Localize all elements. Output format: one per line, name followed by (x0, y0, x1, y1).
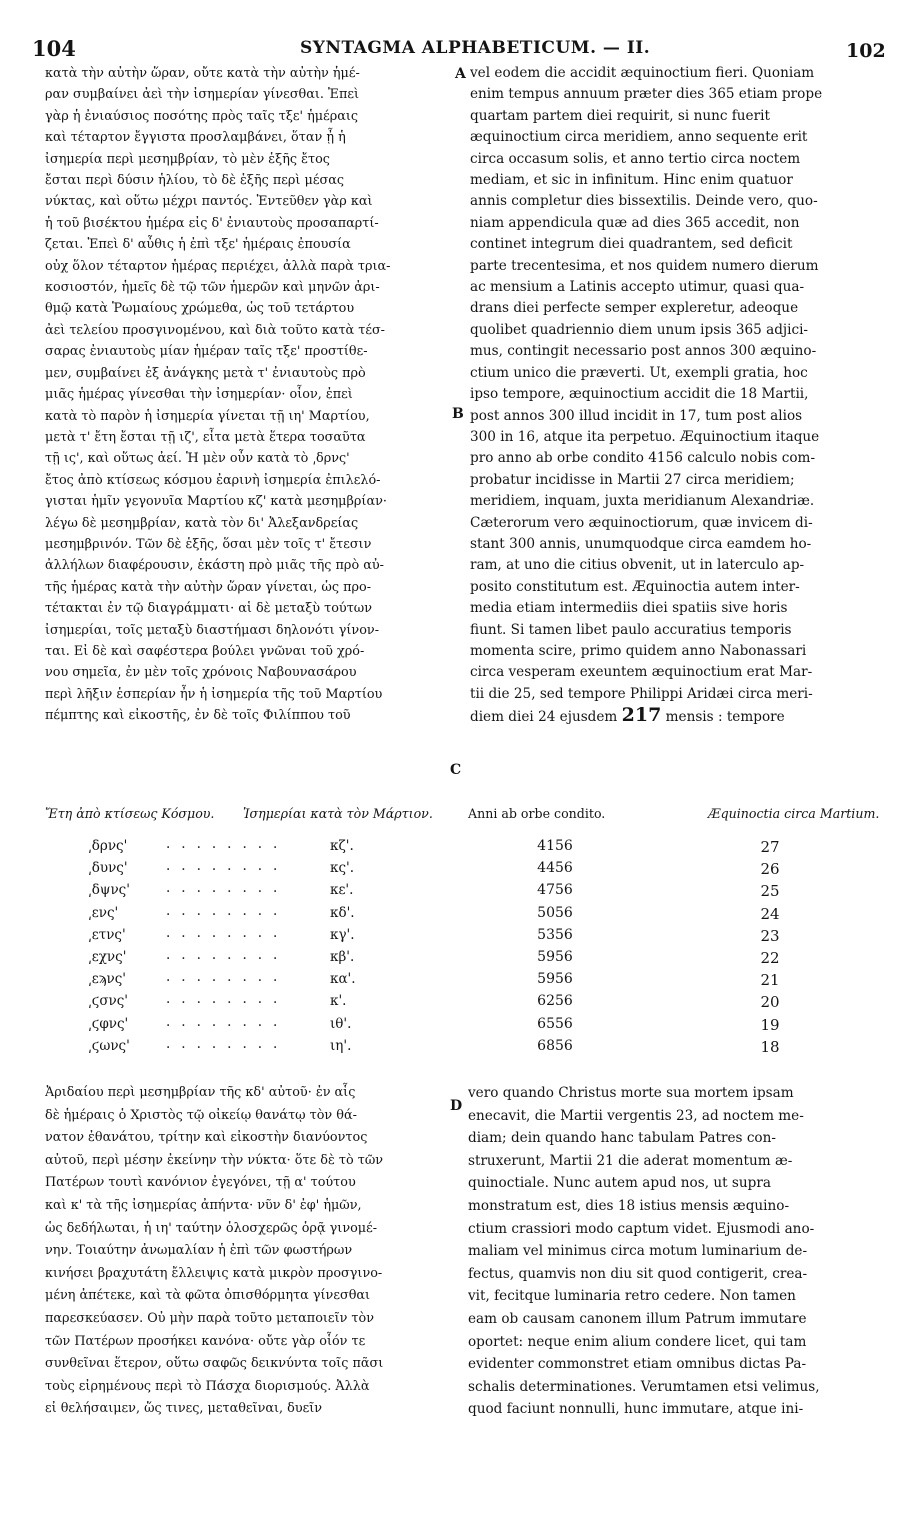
latin-text-line: drans diei perfecte semper expleretur, adeoque (470, 300, 799, 317)
latin-text-line: vit, fecitque luminaria retro cedere. Non tamen (468, 1288, 796, 1305)
greek-text-line: πέμπτης καὶ εἰκοστῆς, ἐν δὲ τοῖς Φιλίππου τοῦ (45, 708, 351, 724)
greek-year: ͵δψνς' (88, 882, 130, 899)
greek-text-line: τέτακται ἐν τῷ διαγράμματι· αἱ δὲ μεταξὺ τούτων (45, 601, 373, 617)
table-head-greek-years: Ἔτη ἀπὸ κτίσεως Κόσμου. (45, 806, 215, 821)
greek-text-line: Πατέρων τουτὶ κανόνιον ἐγεγόνει, τῇ α' τούτου (45, 1175, 356, 1191)
latin-text-line: oportet: neque enim alium condere licet, qui tam (468, 1333, 807, 1350)
latin-text-line: 300 in 16, atque ita perpetuo. Æquinoctium itaque (470, 428, 820, 445)
greek-day: ιη'. (330, 1037, 352, 1054)
latin-year: 5956 (537, 949, 573, 965)
greek-text-line: τοὺς εἰρημένους περὶ τὸ Πάσχα διορισμούς. Ἀλλὰ (45, 1378, 370, 1394)
leader-dots: ........ (166, 1013, 289, 1030)
latin-text-line: ram, at uno die citius obvenit, ut in laterculo ap- (470, 557, 805, 574)
greek-text-line: νου σημεῖα, ἐν μὲν τοῖς χρόνοις Ναβουνασάρου (45, 665, 357, 681)
latin-text-line: meridiem, inquam, juxta meridianum Alexandriæ. (470, 493, 815, 510)
greek-day: κζ'. (330, 838, 354, 854)
marker-c: C (450, 762, 462, 778)
greek-text-line: κοσιοστόν, ἡμεῖς δὲ τῷ τῶν ἡμερῶν καὶ μηνῶν ἀρι- (45, 280, 380, 296)
greek-text-line: μιᾶς ἡμέρας γίνεσθαι τὴν ἰσημερίαν· οἷον, ἐπεὶ (45, 387, 353, 403)
latin-text-line: fiunt. Si tamen libet paulo accuratius temporis (470, 621, 792, 638)
greek-text-line: λέγω δὲ μεσημβρίαν, κατὰ τὸν δι' Ἀλεξανδρείας (45, 515, 359, 531)
greek-year: ͵ενς' (88, 904, 119, 921)
greek-day: κ'. (330, 993, 347, 1010)
page-number-left: 104 (32, 36, 76, 61)
leader-dots: ........ (166, 836, 289, 852)
greek-text-line: καὶ τέταρτον ἔγγιστα προσλαμβάνει, ὅταν ᾖ ἡ (45, 130, 346, 146)
greek-text-line: μετὰ τ' ἔτη ἔσται τῇ ιζ', εἶτα μετὰ ἕτερα τοσαῦτα (45, 429, 366, 445)
latin-text-line: diem diei 24 ejusdem 217 mensis : tempore (470, 705, 785, 727)
table-head-greek-equinox: Ἰσημερίαι κατὰ τὸν Μάρτιον. (243, 806, 433, 821)
latin-day: 20 (760, 993, 780, 1012)
latin-text-line: stant 300 annis, unumquodque circa eamdem ho- (470, 535, 812, 552)
greek-column-top (45, 63, 453, 727)
greek-text-line: καὶ κ' τὰ τῆς ἰσημερίας ἀπήντα· νῦν δ' ἐφ' ἡμῶν, (45, 1197, 362, 1213)
greek-year: ͵δρνς' (88, 838, 128, 854)
latin-year: 4756 (537, 882, 573, 899)
greek-text-line: ἔσται περὶ δύσιν ἡλίου, τὸ δὲ ἑξῆς περὶ μέσας (45, 173, 345, 189)
latin-day: 19 (760, 1015, 780, 1034)
latin-year: 5356 (537, 926, 573, 943)
latin-text-line: Cæterorum vero æquinoctiorum, quæ invicem di- (470, 514, 813, 531)
greek-text-line: τῶν Πατέρων προσήκει κανόνα· οὔτε γὰρ οἷόν τε (45, 1333, 366, 1349)
greek-text-line: παρεσκεύασεν. Οὐ μὴν παρὰ τοῦτο μεταποιεῖν τὸν (45, 1310, 374, 1326)
latin-day: 24 (760, 904, 780, 923)
greek-year: ͵ϛσνς' (88, 993, 129, 1010)
latin-text-line: schalis determinationes. Verumtamen etsi velimus, (468, 1378, 820, 1395)
latin-text-line: enim tempus annuum præter dies 365 etiam prope (470, 86, 823, 103)
latin-text-line: enecavit, die Martii vergentis 23, ad noctem me- (468, 1107, 804, 1124)
latin-text-line: annis completur dies bissextilis. Deinde vero, quo- (470, 193, 818, 210)
latin-year: 4456 (537, 860, 573, 877)
inline-page-number: 217 (621, 705, 662, 727)
latin-text-line: niam appendicula quæ ad dies 365 accedit, non (470, 214, 800, 231)
latin-text-line: ctium unico die præverti. Ut, exempli gratia, hoc (470, 364, 808, 381)
greek-year: ͵δυνς' (88, 860, 128, 877)
latin-text-line: monstratum est, dies 18 istius mensis æquino- (468, 1197, 790, 1214)
latin-text-line: æquinoctium circa meridiem, anno sequente erit (470, 129, 808, 146)
latin-text-line: maliam vel minimus circa motum luminarium de- (468, 1243, 808, 1260)
latin-text-line: ctium crassiori modo captum videt. Ejusmodi ano- (468, 1220, 815, 1237)
greek-text-line: τῆς ἡμέρας κατὰ τὴν αὐτὴν ὥραν γίνεται, ὡς προ- (45, 579, 372, 595)
greek-text-line: κατὰ τὴν αὐτὴν ὥραν, οὔτε κατὰ τὴν αὐτὴν ἡμέ- (45, 66, 360, 81)
greek-day: κε'. (330, 882, 354, 899)
latin-text-line: parte trecentesima, et nos quidem numero dierum (470, 257, 819, 274)
greek-text-line: ὡς δεδήλωται, ἡ ιη' ταύτην ὁλοσχερῶς ὁρᾷ γινομέ- (45, 1220, 378, 1236)
leader-dots: ........ (166, 991, 289, 1008)
leader-dots: ........ (166, 880, 289, 897)
greek-text-line: ἔτος ἀπὸ κτίσεως κόσμου ἐαρινὴ ἰσημερία ἐπιλελό- (45, 472, 381, 488)
table-head-latin-equinox: Æquinoctia circa Martium. (708, 806, 880, 821)
greek-text-line: οὐχ ὅλον τέταρτον ἡμέρας περιέχει, ἀλλὰ παρὰ τρια- (45, 258, 391, 274)
latin-year: 6256 (537, 993, 573, 1010)
greek-text-line: νην. Τοιαύτην ἀνωμαλίαν ἡ ἐπὶ τῶν φωστήρων (45, 1243, 353, 1259)
latin-text-line: fectus, quamvis non diu sit quod contigerit, crea- (468, 1265, 808, 1282)
latin-year: 6856 (537, 1037, 573, 1054)
greek-text-line: ραν συμβαίνει ἀεὶ τὴν ἰσημερίαν γίνεσθαι. Ἐπεὶ (45, 87, 360, 103)
greek-text-line: ἀλλήλων διαφέρουσιν, ἑκάστη πρὸ μιᾶς τῆς πρὸ αὐ- (45, 558, 384, 574)
latin-day: 25 (760, 882, 780, 901)
latin-column-top (470, 63, 882, 729)
greek-year: ͵ετνς' (88, 926, 126, 943)
latin-day: 26 (760, 860, 780, 879)
greek-text-line: κινήσει βραχυτάτη ἔλλειψις κατὰ μικρὸν προσγινο- (45, 1265, 383, 1281)
latin-day: 21 (760, 971, 780, 990)
running-title: SYNTAGMA ALPHABETICUM. — II. (300, 38, 651, 58)
latin-text-line: diam; dein quando hanc tabulam Patres con- (468, 1130, 776, 1147)
latin-text-line: continet integrum diei quadrantem, sed deficit (470, 236, 793, 253)
greek-year: ͵ϛφνς' (88, 1015, 129, 1032)
table-head-latin-years: Anni ab orbe condito. (468, 806, 606, 821)
latin-year: 5956 (537, 971, 573, 988)
greek-text-line: αὐτοῦ, περὶ μέσην ἐκείνην τὴν νύκτα· ὅτε δὲ τὸ τῶν (45, 1152, 384, 1168)
greek-day: κδ'. (330, 904, 355, 921)
latin-text-line: eam ob causam canonem illum Patrum immutare (468, 1310, 807, 1327)
greek-text-line: μεσημβρινόν. Τῶν δὲ ἑξῆς, ὅσαι μὲν τοῖς τ' ἔτεσιν (45, 536, 372, 552)
greek-year: ͵εχνς' (88, 949, 127, 965)
greek-text-line: γὰρ ἡ ἐνιαύσιος ποσότης πρὸς ταῖς τξε' ἡμέραις (45, 108, 359, 124)
latin-text-line: post annos 300 illud incidit in 17, tum post alios (470, 407, 803, 424)
leader-dots: ........ (166, 947, 289, 963)
latin-text-line: pro anno ab orbe condito 4156 calculo nobis com- (470, 450, 816, 467)
leader-dots: ........ (166, 969, 289, 986)
latin-text-line: ipso tempore, æquinoctium accidit die 18 Martii, (470, 386, 809, 403)
latin-day: 23 (760, 926, 780, 945)
latin-text-line: probatur incidisse in Martii 27 circa meridiem; (470, 471, 795, 488)
greek-year: ͵ϛωνς' (88, 1037, 130, 1054)
latin-text-line: vel eodem die accidit æquinoctium fieri. Quoniam (470, 65, 815, 81)
leader-dots: ........ (166, 858, 289, 875)
latin-year: 6556 (537, 1015, 573, 1032)
latin-text-line: circa vesperam exeuntem æquinoctium erat Mar- (470, 664, 813, 681)
marker-d: D (450, 1098, 463, 1114)
marker-b: B (452, 406, 464, 422)
latin-year: 5056 (537, 904, 573, 921)
latin-text-line: media etiam intermediis diei spatiis sive horis (470, 600, 788, 617)
greek-column-bottom (45, 1082, 453, 1421)
greek-day: κς'. (330, 860, 355, 877)
latin-text-line: quod faciunt nonnulli, hunc immutare, atque ini- (468, 1401, 804, 1418)
greek-year: ͵εϡνς' (88, 971, 127, 988)
greek-text-line: τῇ ις', καὶ οὕτως ἀεί. Ἡ μὲν οὖν κατὰ τὸ ͵δρνς' (45, 451, 350, 467)
latin-text-line: quinoctiale. Nunc autem apud nos, ut supra (468, 1175, 771, 1192)
latin-text-line: mediam, et sic in infinitum. Hinc enim quatuor (470, 172, 793, 189)
latin-day: 18 (760, 1037, 780, 1056)
leader-dots: ........ (166, 1035, 289, 1052)
greek-day: ιθ'. (330, 1015, 352, 1032)
latin-text-line: posito constitutum est. Æquinoctia autem inter- (470, 578, 800, 595)
latin-text-line: tii die 25, sed tempore Philippi Aridæi circa meri- (470, 685, 813, 702)
greek-text-line: ἡ τοῦ βισέκτου ἡμέρα εἰς δ' ἐνιαυτοὺς προσαπαρτί- (45, 215, 379, 231)
greek-text-line: Ἀριδαίου περὶ μεσημβρίαν τῆς κδ' αὐτοῦ· ἐν αἷς (45, 1085, 356, 1100)
leader-dots: ........ (166, 902, 289, 919)
greek-day: κβ'. (330, 949, 355, 965)
greek-day: κγ'. (330, 926, 355, 943)
page-number-right: 102 (846, 40, 886, 62)
latin-text-line: vero quando Christus morte sua mortem ipsam (468, 1085, 794, 1101)
latin-text-line: ac mensium a Latinis accepto utimur, quasi qua- (470, 279, 805, 296)
greek-text-line: ται. Εἰ δὲ καὶ σαφέστερα βούλει γνῶναι τοῦ χρό- (45, 643, 365, 659)
latin-text-line: evidenter commonstret etiam omnibus dictas Pa- (468, 1356, 807, 1373)
greek-text-line: νύκτας, καὶ οὕτω μέχρι παντός. Ἐντεῦθεν γὰρ καὶ (45, 194, 373, 210)
greek-text-line: μεν, συμβαίνει ἐξ ἀνάγκης μετὰ τ' ἐνιαυτοὺς πρὸ (45, 365, 366, 381)
latin-column-bottom (468, 1082, 882, 1421)
latin-year: 4156 (537, 838, 573, 854)
greek-text-line: γισται ἡμῖν γεγονυῖα Μαρτίου κζ' κατὰ μεσημβρίαν· (45, 494, 387, 510)
greek-text-line: ἰσημερίαι, τοῖς μεταξὺ διαστήμασι δηλονότι γίνον- (45, 622, 380, 638)
leader-dots: ........ (166, 924, 289, 941)
greek-text-line: θμῷ κατὰ Ῥωμαίους χρώμεθα, ὡς τοῦ τετάρτου (45, 301, 355, 317)
greek-text-line: μένη ἀπέτεκε, καὶ τὰ φῶτα ὀπισθόρμητα γίνεσθαι (45, 1288, 371, 1304)
latin-day: 27 (760, 838, 780, 856)
latin-text-line: struxerunt, Martii 21 die aderat momentum æ- (468, 1152, 793, 1169)
marker-a: A (455, 66, 466, 82)
greek-text-line: νατον ἐθανάτου, τρίτην καὶ εἰκοστὴν διανύοντος (45, 1130, 368, 1146)
greek-text-line: δὲ ἡμέραις ὁ Χριστὸς τῷ οἰκείῳ θανάτῳ τὸν θά- (45, 1107, 357, 1123)
latin-text-line: circa occasum solis, et anno tertio circa noctem (470, 150, 801, 167)
greek-text-line: σαρας ἐνιαυτοὺς μίαν ἡμέραν ταῖς τξε' προστίθε- (45, 344, 368, 360)
greek-text-line: εἰ θελήσαιμεν, ὥς τινες, μεταθεῖναι, δυεῖν (45, 1401, 323, 1417)
greek-day: κα'. (330, 971, 356, 988)
latin-text-line: quartam partem diei requirit, si nunc fuerit (470, 107, 770, 124)
greek-text-line: ἰσημερία περὶ μεσημβρίαν, τὸ μὲν ἑξῆς ἔτος (45, 151, 330, 167)
greek-text-line: ζεται. Ἐπεὶ δ' αὖθις ἡ ἐπὶ τξε' ἡμέραις ἐπουσία (45, 237, 351, 253)
latin-day: 22 (760, 949, 780, 967)
greek-text-line: περὶ λῆξιν ἑσπερίαν ἦν ἡ ἰσημερία τῆς τοῦ Μαρτίου (45, 686, 383, 702)
latin-text-line: momenta scire, primo quidem anno Nabonassari (470, 642, 807, 659)
greek-text-line: κατὰ τὸ παρὸν ἡ ἰσημερία γίνεται τῇ ιη' Μαρτίου, (45, 408, 370, 424)
greek-text-line: ἀεὶ τελείου προσγινομένου, καὶ διὰ τοῦτο κατὰ τέσ- (45, 322, 386, 338)
latin-text-line: quolibet quadriennio diem unum ipsis 365 adjici- (470, 321, 809, 338)
greek-text-line: συνθεῖναι ἕτερον, οὕτω σαφῶς δεικνύντα τοῖς πᾶσι (45, 1356, 384, 1372)
latin-text-line: mus, contingit necessario post annos 300 æquino- (470, 343, 817, 360)
